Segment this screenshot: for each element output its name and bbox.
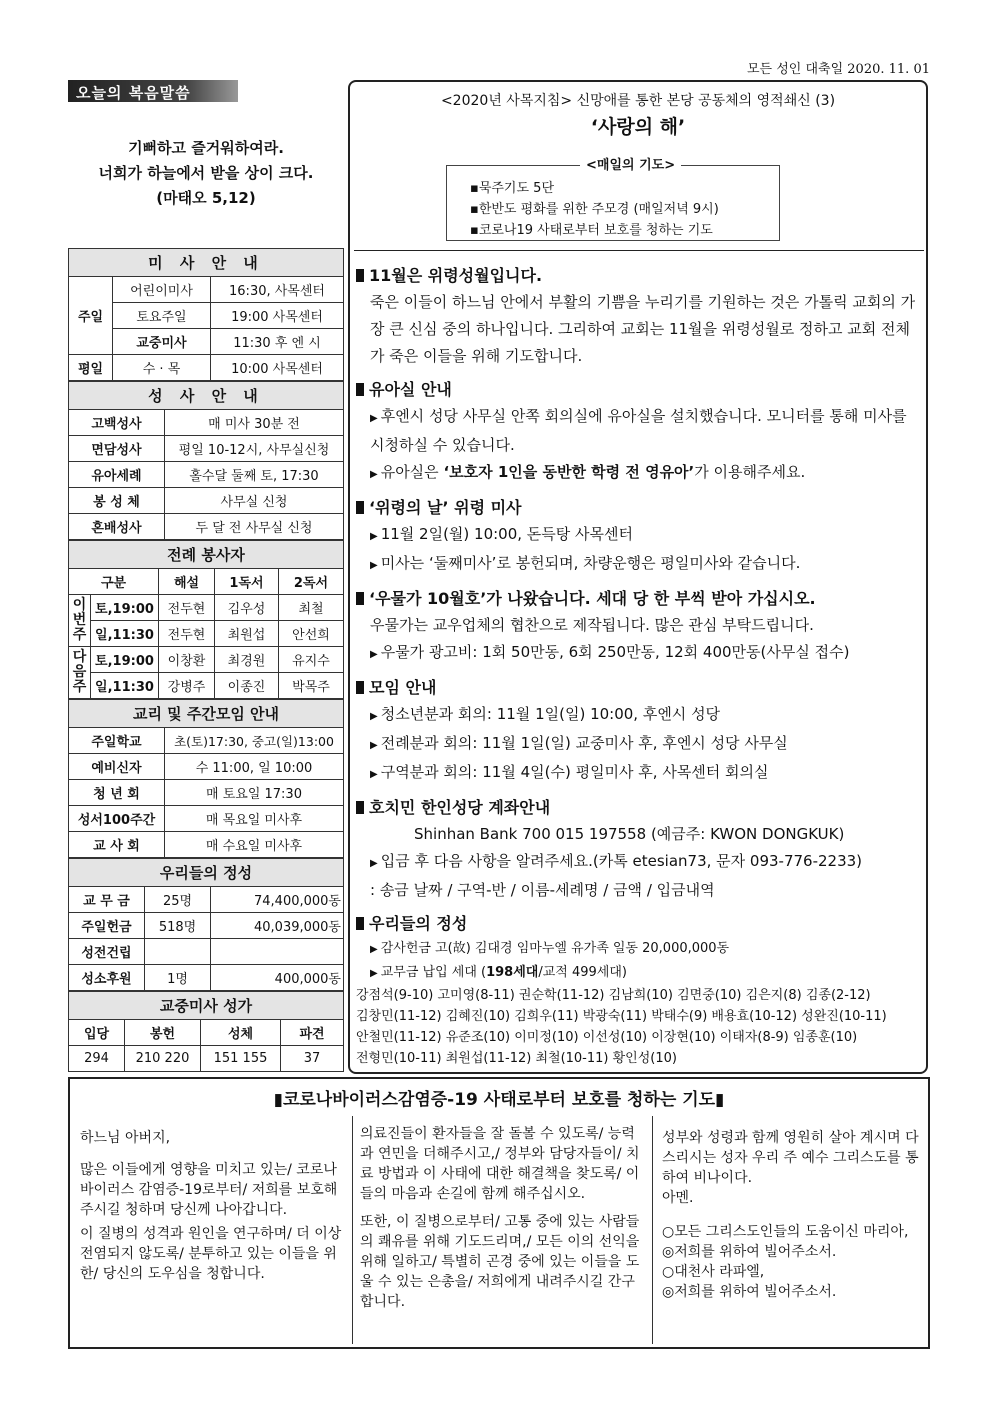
server-cell: 이창환 xyxy=(159,647,215,673)
catechism-name: 예비신자 xyxy=(69,754,165,780)
server-cell: 최원섭 xyxy=(215,621,279,647)
date-line: 모든 성인 대축일 2020. 11. 01 xyxy=(746,62,930,77)
sacrament-title: 성 사 안 내 xyxy=(69,382,344,410)
offering-count: 518명 xyxy=(145,913,211,939)
catechism-title: 교리 및 주간모임 안내 xyxy=(69,700,344,728)
sacrament-value: 평일 10-12시, 사무실신청 xyxy=(165,436,344,462)
list-item: ▪한반도 평화를 위한 주모경 (매일저녁 9시) xyxy=(470,202,719,217)
offering-name: 성전건립 xyxy=(69,939,145,965)
prayer-text: 의료진들이 환자들을 잘 돌볼 수 있도록/ 능력과 연민을 더해주시고,/ 정부와 담당자들이/ 치료 방법과 이 사태에 대한 해결책을 찾도록/ 이들의 마음과 손길에 함께 해주십시오. xyxy=(360,1126,640,1202)
column-divider xyxy=(352,1116,353,1344)
bullet-item: ▶ 교무금 납입 세대 (198세대/교적 499세대) xyxy=(370,965,627,980)
prayer-text: 하느님 아버지, xyxy=(80,1130,171,1146)
hymn-header: 파견 xyxy=(281,1020,344,1046)
server-cell: 유지수 xyxy=(279,647,344,673)
square-bullet-icon: ▪ xyxy=(470,181,479,196)
liturgy-servers-title: 전례 봉사자 xyxy=(69,541,344,569)
section-marker-icon xyxy=(356,269,364,282)
section-marker-icon xyxy=(356,681,364,694)
triangle-bullet-icon: ▶ xyxy=(370,531,378,542)
bullet-item: ▶ 구역분과 회의: 11월 4일(수) 평일미사 후, 사목센터 회의실 xyxy=(370,763,769,781)
section-marker-icon xyxy=(356,917,364,930)
offering-amount: 40,039,000동 xyxy=(211,913,344,939)
offering-amount: 74,400,000동 xyxy=(211,887,344,913)
triangle-bullet-icon: ▶ xyxy=(370,649,378,660)
section-heading: ‘우물가 10월호’가 나왔습니다. 세대 당 한 부씩 받아 가십시오. xyxy=(356,585,922,612)
server-cell: 이종진 xyxy=(215,673,279,699)
triangle-bullet-icon: ▶ xyxy=(370,740,378,751)
member-names xyxy=(356,985,922,1069)
column-divider xyxy=(652,1116,653,1344)
left-sidebar xyxy=(68,248,344,1072)
triangle-bullet-icon: ▶ xyxy=(370,769,378,780)
triangle-bullet-icon: ▶ xyxy=(370,858,378,869)
prayer-line: ○대천사 라파엘, xyxy=(662,1264,765,1280)
triangle-bullet-icon: ▶ xyxy=(370,413,378,424)
weekday-label: 평일 xyxy=(69,355,113,381)
prayer-text: 성부와 성령과 함께 영원히 살아 계시며 다스리시는 성자 우리 주 예수 그리스도를 통하여 비나이다. xyxy=(662,1130,919,1186)
section-marker-icon xyxy=(356,501,364,514)
section-marker-icon xyxy=(356,383,364,396)
liturgy-servers-table xyxy=(68,540,344,699)
triangle-bullet-icon: ▶ xyxy=(370,944,378,955)
hymn-header: 성체 xyxy=(201,1020,281,1046)
triangle-bullet-icon: ▶ xyxy=(370,469,378,480)
col-header: 1독서 xyxy=(215,569,279,595)
bullet-item: ▶ 감사헌금 고(故) 김대경 임마누엘 유가족 일동 20,000,000동 xyxy=(370,941,730,956)
offering-name: 성소후원 xyxy=(69,965,145,991)
section-marker-icon xyxy=(356,801,364,814)
prayer-col-3 xyxy=(662,1128,924,1302)
sacrament-name: 봉 성 체 xyxy=(69,488,165,514)
divider xyxy=(354,250,924,251)
bullet-item: ▶ 11월 2일(월) 10:00, 돈득탕 사목센터 xyxy=(370,525,634,543)
bullet-item: ▶ 미사는 ‘둘째미사’로 봉헌되며, 차량운행은 평일미사와 같습니다. xyxy=(370,554,801,572)
names-line: 김창민(11-12) 김혜진(10) 김희우(11) 박광숙(11) 박태수(9) 배용효(10-12) 성완진(10-11) xyxy=(356,1009,887,1024)
list-item: ▪묵주기도 5단 xyxy=(470,181,555,196)
mass-guide-title: 미 사 안 내 xyxy=(69,249,344,277)
bullet-item: ▶ 청소년분과 회의: 11월 1일(일) 10:00, 후엔시 성당 xyxy=(370,705,721,723)
sacrament-value: 홀수달 둘째 토, 17:30 xyxy=(165,462,344,488)
this-week-label: 이번주 xyxy=(69,595,91,647)
catechism-name: 성서100주간 xyxy=(69,806,165,832)
mass-time: 11:30 후 엔 시 xyxy=(211,329,344,355)
sacrament-table xyxy=(68,381,344,540)
offering-count: 25명 xyxy=(145,887,211,913)
mass-time: 16:30, 사목센터 xyxy=(211,277,344,303)
hymn-header: 입당 xyxy=(69,1020,125,1046)
gospel-line-2: 너희가 하늘에서 받을 상이 크다. xyxy=(98,164,314,182)
catechism-table xyxy=(68,699,344,858)
catechism-name: 청 년 회 xyxy=(69,780,165,806)
sunday-label: 주일 xyxy=(69,277,113,355)
section-heading: 11월은 위령성월입니다. xyxy=(356,262,922,289)
col-header: 구분 xyxy=(69,569,159,595)
triangle-bullet-icon: ▶ xyxy=(370,711,378,722)
notice-body xyxy=(356,256,922,1069)
server-cell: 전두현 xyxy=(159,621,215,647)
hymn-table xyxy=(68,991,344,1072)
section-text: 우물가는 교우업체의 협찬으로 제작됩니다. 많은 관심 부탁드립니다. xyxy=(370,616,814,634)
hymn-value: 151 155 xyxy=(201,1046,281,1072)
server-time: 토,19:00 xyxy=(91,595,159,621)
bullet-item: ▶ 입금 후 다음 사항을 알려주세요.(카톡 etesian73, 문자 093-776-2233) xyxy=(370,852,863,870)
section-heading: 우리들의 정성 xyxy=(356,910,922,937)
triangle-bullet-icon: ▶ xyxy=(370,968,378,979)
gospel-tag: 오늘의 복음말씀 xyxy=(68,80,238,102)
names-line: 안철민(11-12) 유준조(10) 이미정(10) 이선성(10) 이장현(10) 이태자(8-9) 임종훈(10) xyxy=(356,1030,858,1045)
sacrament-value: 매 미사 30분 전 xyxy=(165,410,344,436)
prayer-amen: 아멘. xyxy=(662,1190,694,1206)
catechism-value: 매 수요일 미사후 xyxy=(165,832,344,858)
col-header: 2독서 xyxy=(279,569,344,595)
offering-amount xyxy=(211,939,344,965)
section-heading: 호치민 한인성당 계좌안내 xyxy=(356,794,922,821)
covid-prayer-title: ▮코로나바이러스감염증-19 사태로부터 보호를 청하는 기도▮ xyxy=(273,1090,725,1110)
catechism-value: 매 목요일 미사후 xyxy=(165,806,344,832)
list-item: ▪코로나19 사태로부터 보호를 청하는 기도 xyxy=(470,223,713,238)
offering-title: 우리들의 정성 xyxy=(69,859,344,887)
server-time: 일,11:30 xyxy=(91,673,159,699)
hymn-value: 210 220 xyxy=(125,1046,201,1072)
prayer-line: ○모든 그리스도인들의 도움이신 마리아, xyxy=(662,1224,909,1240)
triangle-bullet-icon: ▶ xyxy=(370,560,378,571)
hymn-title: 교중미사 성가 xyxy=(69,992,344,1020)
catechism-name: 교 사 회 xyxy=(69,832,165,858)
mass-name: 교중미사 xyxy=(113,329,211,355)
gospel-text xyxy=(68,136,344,211)
hymn-value: 294 xyxy=(69,1046,125,1072)
square-bullet-icon: ▪ xyxy=(470,223,479,238)
hymn-value: 37 xyxy=(281,1046,344,1072)
gospel-line-1: 기뻐하고 즐거워하여라. xyxy=(128,139,284,157)
offering-amount: 400,000동 xyxy=(211,965,344,991)
mass-name: 토요주일 xyxy=(113,303,211,329)
bank-account: Shinhan Bank 700 015 197558 (예금주: KWON DONGKUK) xyxy=(414,825,845,843)
square-bullet-icon: ▪ xyxy=(470,202,479,217)
bullet-item: ▶ 전례분과 회의: 11월 1일(일) 교중미사 후, 후엔시 성당 사무실 xyxy=(370,734,788,752)
catechism-value: 매 토요일 17:30 xyxy=(165,780,344,806)
sacrament-value: 사무실 신청 xyxy=(165,488,344,514)
sacrament-name: 고백성사 xyxy=(69,410,165,436)
offering-name: 주일헌금 xyxy=(69,913,145,939)
sacrament-name: 유아세례 xyxy=(69,462,165,488)
col-header: 해설 xyxy=(159,569,215,595)
prayer-col-1 xyxy=(80,1128,346,1284)
prayer-text: 또한, 이 질병으로부터/ 고통 중에 있는 사람들의 쾌유를 위해 기도드리며,/ 모든 이의 선익을 위해 일하고/ 특별히 곤경 중에 있는 이들을 도울 수 있는 은총을/ 저희에게 내려주시길 간구합니다. xyxy=(360,1214,640,1310)
prayer-text: 많은 이들에게 영향을 미치고 있는/ 코로나 바이러스 감염증-19로부터/ 저희를 보호해주시길 청하며 당신께 나아갑니다. xyxy=(80,1162,338,1218)
section-marker-icon xyxy=(356,592,364,605)
server-cell: 김우성 xyxy=(215,595,279,621)
prayer-col-2 xyxy=(360,1124,644,1312)
section-heading: ‘위령의 날’ 위령 미사 xyxy=(356,494,922,521)
mass-guide-table xyxy=(68,248,344,381)
server-cell: 강병주 xyxy=(159,673,215,699)
section-text: : 송금 날짜 / 구역-반 / 이름-세례명 / 금액 / 입금내역 xyxy=(370,881,715,899)
section-text: 죽은 이들이 하느님 안에서 부활의 기쁨을 누리기를 기원하는 것은 가톨릭 교회의 가장 큰 신심 중의 하나입니다. 그리하여 교회는 11월을 위령성월로 정하고 교회 전체가 죽은 이들을 위해 기도합니다. xyxy=(370,293,916,365)
gospel-line-3: (마태오 5,12) xyxy=(156,189,256,207)
server-cell: 안선희 xyxy=(279,621,344,647)
daily-prayer-list xyxy=(470,178,719,241)
server-time: 일,11:30 xyxy=(91,621,159,647)
names-line: 강점석(9-10) 고미영(8-11) 권순학(11-12) 김남희(10) 김면중(10) 김은지(8) 김종(2-12) xyxy=(356,988,871,1003)
bullet-item: ▶ 우물가 광고비: 1회 50만동, 6회 250만동, 12회 400만동(사무실 접수) xyxy=(370,643,850,661)
bullet-item: ▶ 유아실은 ‘보호자 1인을 동반한 학령 전 영유아’가 이용해주세요. xyxy=(370,463,806,481)
catechism-value: 초(토)17:30, 중고(일)13:00 xyxy=(165,728,344,754)
prayer-text: 이 질병의 성격과 원인을 연구하며/ 더 이상 전염되지 않도록/ 분투하고 있는 이들을 위한/ 당신의 도우심을 청합니다. xyxy=(80,1226,342,1282)
bullet-item: ▶ 후엔시 성당 사무실 안쪽 회의실에 유아실을 설치했습니다. 모니터를 통해 미사를 시청하실 수 있습니다. xyxy=(370,407,907,454)
sacrament-value: 두 달 전 사무실 신청 xyxy=(165,514,344,540)
pastoral-subtitle: <2020년 사목지침> 신망애를 통한 본당 공동체의 영적쇄신 (3) xyxy=(440,93,836,109)
sacrament-name: 면담성사 xyxy=(69,436,165,462)
mass-time: 19:00 사목센터 xyxy=(211,303,344,329)
next-week-label: 다음주 xyxy=(69,647,91,699)
mass-name: 수 · 목 xyxy=(113,355,211,381)
server-cell: 박목주 xyxy=(279,673,344,699)
server-cell: 최경원 xyxy=(215,647,279,673)
server-cell: 전두현 xyxy=(159,595,215,621)
server-time: 토,19:00 xyxy=(91,647,159,673)
pastoral-title: ‘사랑의 해’ xyxy=(590,116,686,138)
offering-name: 교 무 금 xyxy=(69,887,145,913)
catechism-value: 수 11:00, 일 10:00 xyxy=(165,754,344,780)
offering-table xyxy=(68,858,344,991)
prayer-line: ◎저희를 위하여 빌어주소서. xyxy=(662,1244,837,1260)
server-cell: 최철 xyxy=(279,595,344,621)
section-heading: 모임 안내 xyxy=(356,674,922,701)
mass-name: 어린이미사 xyxy=(113,277,211,303)
offering-count xyxy=(145,939,211,965)
hymn-header: 봉헌 xyxy=(125,1020,201,1046)
sacrament-name: 혼배성사 xyxy=(69,514,165,540)
mass-time: 10:00 사목센터 xyxy=(211,355,344,381)
prayer-line: ◎저희를 위하여 빌어주소서. xyxy=(662,1284,837,1300)
offering-count: 1명 xyxy=(145,965,211,991)
catechism-name: 주일학교 xyxy=(69,728,165,754)
names-line: 전형민(10-11) 최원섭(11-12) 최철(10-11) 황인성(10) xyxy=(356,1051,677,1066)
section-heading: 유아실 안내 xyxy=(356,376,922,403)
daily-prayer-label: <매일의 기도> xyxy=(580,154,681,173)
